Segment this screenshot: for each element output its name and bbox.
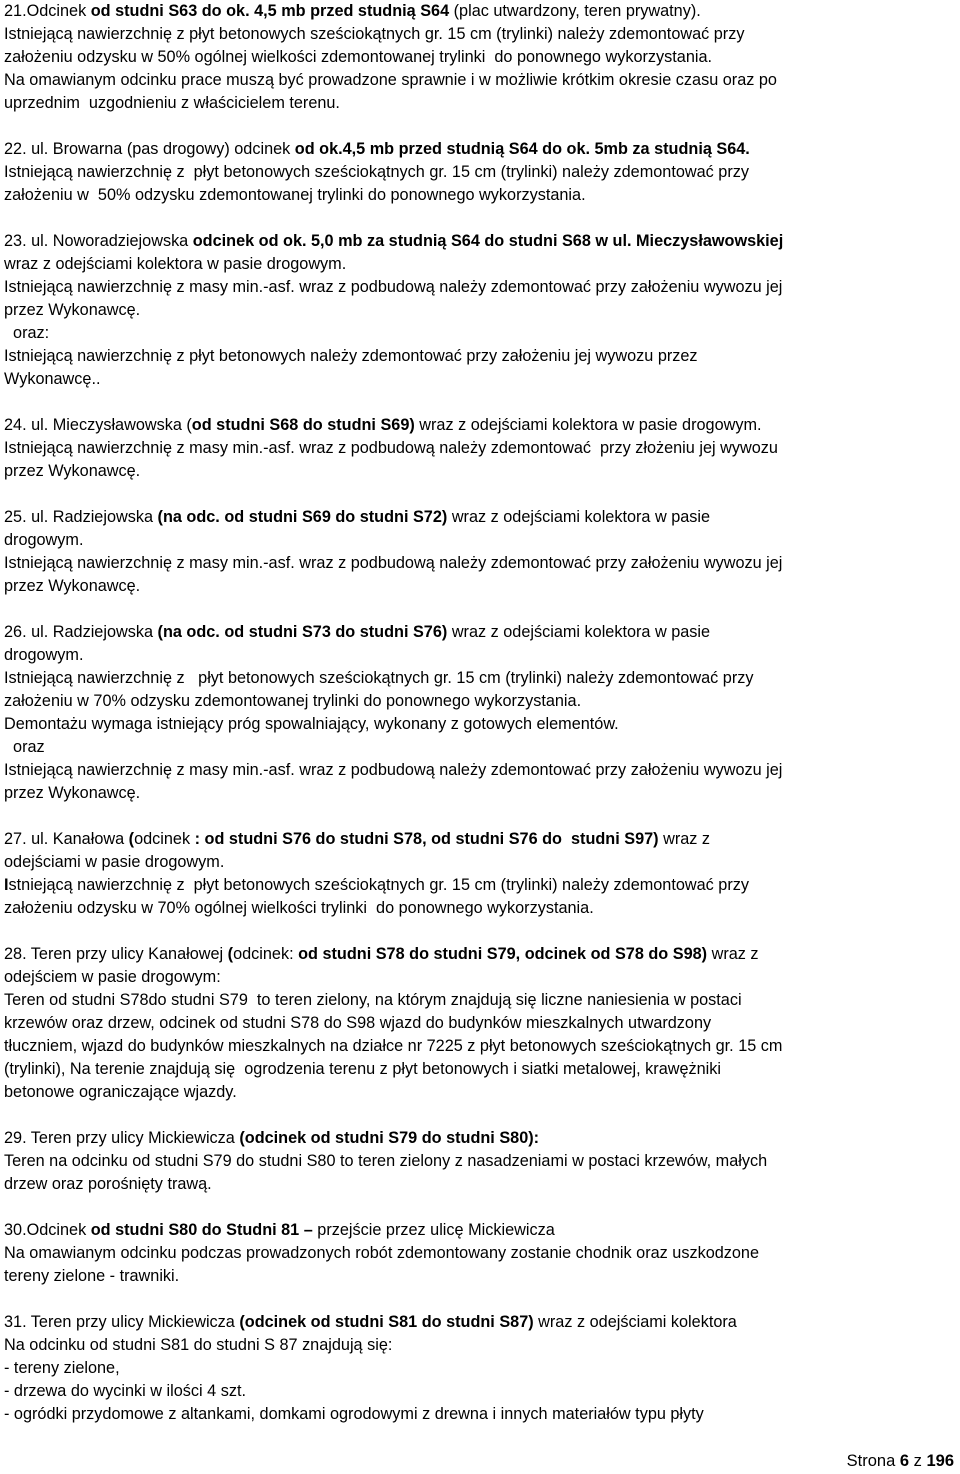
text-line [4,759,954,782]
bold-text: (odcinek od studni S79 do studni S80): [239,1129,540,1147]
text-line [4,1081,954,1104]
bold-text: (odcinek od studni S81 do studni S87) [239,1313,534,1331]
text-line [4,667,954,690]
paragraph-9 [4,1127,956,1196]
paragraph-6 [4,621,956,805]
text-line [4,828,954,851]
paragraph-10 [4,1219,956,1288]
text-line [4,138,954,161]
text-line [4,23,954,46]
text-line [4,1035,954,1058]
text-line [4,782,954,805]
text-line [4,46,954,69]
text: 30.Odcinek [4,1221,91,1239]
text: przejście przez ulicę Mickiewicza [312,1221,555,1239]
text: wraz z odejściami kolektora w pasie [447,508,711,526]
text-line [4,1058,954,1081]
paragraph-4 [4,414,956,483]
text: wraz z [707,945,759,963]
text-line [4,230,954,253]
bold-text: od studni S63 do ok. 4,5 mb przed studnią S64 [90,2,450,20]
bold-text: od studni S68 do studni S69) [191,416,415,434]
text: drogowym. [4,646,84,664]
text: tereny zielone - trawniki. [4,1267,180,1285]
text-line [4,529,954,552]
text: założeniu w 70% odzysku zdemontowanej trylinki do ponownego wykorzystania. [4,692,582,710]
text-line [4,897,954,920]
text-line [4,299,954,322]
text-line [4,253,954,276]
text: oraz [4,738,45,756]
text-line [4,0,954,23]
text: 31. Teren przy ulicy Mickiewicza [4,1313,240,1331]
text-line [4,644,954,667]
text: 23. ul. Noworadziejowska [4,232,193,250]
text: odejściem w pasie drogowym: [4,968,221,986]
text: wraz z odejściami kolektora w pasie drogowym. [4,255,347,273]
text: założeniu odzysku w 50% ogólnej wielkości zdemontowanej trylinki do ponownego wykorzystania. [4,48,713,66]
text: odejściami w pasie drogowym. [4,853,225,871]
bold-text: od studni S80 do Studni 81 – [90,1221,313,1239]
text: odcinek: [233,945,299,963]
bold-text: od ok.4,5 mb przed studnią S64 do ok. 5mb za studnią S64. [294,140,750,158]
text: (plac utwardzony, teren prywatny). [449,2,701,20]
text-line [4,368,954,391]
text: Na odcinku od studni S81 do studni S 87 znajdują się: [4,1336,393,1354]
text-line [4,1357,954,1380]
text-line [4,1012,954,1035]
text-line [4,184,954,207]
paragraph-11 [4,1311,956,1426]
text: wraz z odejściami kolektora w pasie drogowym. [414,416,762,434]
paragraph-2 [4,138,956,207]
text-line [4,460,954,483]
text: 22. ul. Browarna (pas drogowy) odcinek [4,140,295,158]
text: Istniejącą nawierzchnię z masy min.-asf. wraz z podbudową należy zdemontować przy złożeniu jej wywozu [4,439,778,457]
text: drogowym. [4,531,84,549]
text: Na omawianym odcinku podczas prowadzonych robót zdemontowany zostanie chodnik oraz uszkodzone [4,1244,760,1262]
page-footer [847,1450,954,1473]
text-line [4,1265,954,1288]
text-line [4,621,954,644]
text: Istniejącą nawierzchnię z masy min.-asf. wraz z podbudową należy zdemontować przy założeniu wywozu jej [4,761,783,779]
text-line [4,1219,954,1242]
bold-text: (na odc. od studni S69 do studni S72) [157,508,448,526]
text: założeniu odzysku w 70% ogólnej wielkości trylinki do ponownego wykorzystania. [4,899,594,917]
bold-text: ( [128,830,135,848]
text: przez Wykonawcę. [4,784,141,802]
text: 28. Teren przy ulicy Kanałowej [4,945,228,963]
text: (trylinki), Na terenie znajdują się ogrodzenia terenu z płyt betonowych i siatki metalowej, krawężniki [4,1060,722,1078]
paragraph-5 [4,506,956,598]
text: Istniejącą nawierzchnię z masy min.-asf. wraz z podbudową należy zdemontować przy założeniu wywozu jej [4,278,783,296]
text-line [4,713,954,736]
text: wraz z odejściami kolektora w pasie [447,623,711,641]
text-line [4,966,954,989]
text: 29. Teren przy ulicy Mickiewicza [4,1129,240,1147]
bold-text: (na odc. od studni S73 do studni S76) [157,623,448,641]
text: uprzednim uzgodnieniu z właścicielem terenu. [4,94,340,112]
paragraph-1 [4,0,956,115]
text-line [4,345,954,368]
text-line [4,414,954,437]
text: Istniejącą nawierzchnię z masy min.-asf. wraz z podbudową należy zdemontować przy założeniu wywozu jej [4,554,783,572]
bold-text: od studni S78 do studni S79, odcinek od S78 do S98) [298,945,708,963]
text: - drzewa do wycinki w ilości 4 szt. [4,1382,246,1400]
text: Istniejącą nawierzchnię z płyt betonowych sześciokątnych gr. 15 cm (trylinki) należy zdemontować przy [4,163,749,181]
text-line [4,851,954,874]
text: betonowe ograniczające wjazdy. [4,1083,237,1101]
text-line [4,1173,954,1196]
bold-text: odcinek od ok. 5,0 mb za studnią S64 do studni S68 w ul. Mieczysławowskiej [192,232,784,250]
text: stniejącą nawierzchnię z płyt betonowych sześciokątnych gr. 15 cm (trylinki) należy zdemontować przy [8,876,749,894]
text: wraz z odejściami kolektora [533,1313,737,1331]
bold-text: ( [227,945,234,963]
text-line [4,989,954,1012]
text-line [4,161,954,184]
text-line [4,1403,954,1426]
text: 21.Odcinek [4,2,91,20]
text: Istniejącą nawierzchnię z płyt betonowych należy zdemontować przy założeniu jej wywozu przez [4,347,698,365]
text: 24. ul. Mieczysławowska ( [4,416,192,434]
footer-separator: z [909,1452,927,1470]
text-line [4,1242,954,1265]
text-line [4,690,954,713]
text: Demontażu wymaga istniejący próg spowalniający, wykonany z gotowych elementów. [4,715,619,733]
text-line [4,1150,954,1173]
text-line [4,943,954,966]
text: przez Wykonawcę. [4,462,141,480]
footer-page-number: 6 [899,1452,910,1470]
text: tłucznie​m, wjazd do budynków mieszkalnych na działce nr 7225 z płyt betonowych sześciokątnych gr. 15 cm [4,1037,783,1055]
text: Na omawianym odcinku prace muszą być prowadzone sprawnie i w możliwie krótkim okresie czasu oraz po [4,71,777,89]
text-line [4,1334,954,1357]
text-line [4,92,954,115]
text: drzew oraz porośnięty trawą. [4,1175,212,1193]
text-line [4,276,954,299]
text: Wykonawcę.. [4,370,101,388]
text-line [4,322,954,345]
footer-page-total: 196 [926,1452,954,1470]
text-line [4,437,954,460]
text: oraz: [4,324,50,342]
text-line [4,1127,954,1150]
text-line [4,1380,954,1403]
text: 26. ul. Radziejowska [4,623,158,641]
text-line [4,874,954,897]
text: - ogródki przydomowe z altankami, domkami ogrodowymi z drewna i innych materiałów typu płyty [4,1405,704,1423]
footer-prefix: Strona [846,1452,900,1470]
paragraph-8 [4,943,956,1104]
text: krzewów oraz drzew, odcinek od studni S78 do S98 wjazd do budynków mieszkalnych utwardzony [4,1014,712,1032]
text: Istniejącą nawierzchnię z płyt betonowych sześciokątnych gr. 15 cm (trylinki) należy zdemontować przy [4,669,754,687]
text: wraz z [658,830,711,848]
bold-text: : od studni S76 do studni S78, od studni S76 do studni S97) [194,830,659,848]
text-line [4,575,954,598]
text: przez Wykonawcę. [4,577,141,595]
text-line [4,552,954,575]
text: przez Wykonawcę. [4,301,141,319]
text-line [4,1311,954,1334]
text: Istniejącą nawierzchnię z płyt betonowych sześciokątnych gr. 15 cm (trylinki) należy zdemontować przy [4,25,745,43]
text: 25. ul. Radziejowska [4,508,158,526]
paragraph-7 [4,828,956,920]
text: założeniu w 50% odzysku zdemontowanej trylinki do ponownego wykorzystania. [4,186,586,204]
text-line [4,69,954,92]
text: - tereny zielone, [4,1359,120,1377]
text: Teren od studni S78do studni S79 to teren zielony, na którym znajdują się liczne naniesienia w postaci [4,991,742,1009]
bold-text: I [4,876,9,894]
paragraph-3 [4,230,956,391]
text: Teren na odcinku od studni S79 do studni S80 to teren zielony z nasadzeniami w postaci krzewów, małych [4,1152,768,1170]
document-body [4,0,956,1449]
text-line [4,506,954,529]
text: 27. ul. Kanałowa [4,830,129,848]
text-line [4,736,954,759]
text: odcinek [134,830,195,848]
